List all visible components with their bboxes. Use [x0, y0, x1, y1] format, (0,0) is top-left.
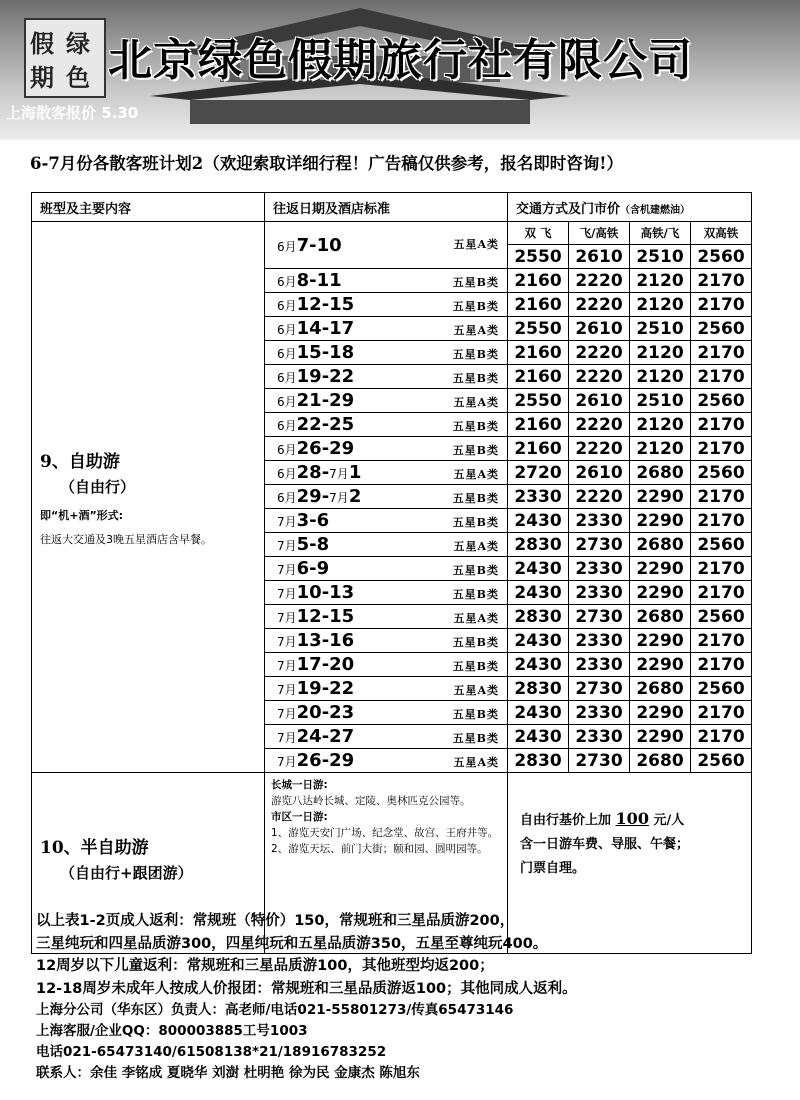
price-cell: 2220 [569, 341, 630, 365]
price-cell: 2160 [508, 269, 569, 293]
date-cell: 7月6-9 五星B类 [265, 557, 508, 581]
header-banner [0, 0, 800, 140]
date-cell: 6月22-25 五星B类 [265, 413, 508, 437]
date-cell: 6月12-15 五星B类 [265, 293, 508, 317]
price-cell: 2510 [630, 245, 691, 269]
price-header-dual-flight: 双 飞 [508, 222, 569, 245]
price-cell: 2560 [691, 461, 752, 485]
price-cell: 2330 [569, 629, 630, 653]
price-cell: 2330 [569, 509, 630, 533]
price-cell: 2290 [630, 557, 691, 581]
date-cell: 6月7-10 五星A类 [265, 222, 508, 269]
price-cell: 2730 [569, 605, 630, 629]
footer-info [36, 910, 796, 1084]
price-cell: 2170 [691, 581, 752, 605]
price-cell: 2330 [569, 581, 630, 605]
price-cell: 2170 [691, 701, 752, 725]
price-cell: 2610 [569, 389, 630, 413]
footer-line: 上海分公司（华东区）负责人：高老师/电话021-55801273/传真65473146 [36, 1002, 514, 1018]
date-cell: 7月5-8 五星A类 [265, 533, 508, 557]
price-cell: 2290 [630, 581, 691, 605]
plan-title: 6-7月份各散客班计划2（欢迎索取详细行程！广告稿仅供参考，报名即时咨询!） [30, 154, 624, 173]
date-cell: 6月26-29 五星B类 [265, 437, 508, 461]
tour10-sub: （自由行+跟团游） [60, 864, 193, 882]
date-cell: 7月10-13 五星B类 [265, 581, 508, 605]
date-cell: 6月28-7月1 五星A类 [265, 461, 508, 485]
tour10-note: 自由行基价上加 100 元/人 含一日游车费、导服、午餐； 门票自理。 [508, 773, 752, 954]
price-cell: 2290 [630, 725, 691, 749]
price-cell: 2430 [508, 629, 569, 653]
date-cell: 6月21-29 五星A类 [265, 389, 508, 413]
header-dates: 往返日期及酒店标准 [265, 193, 508, 222]
price-cell: 2680 [630, 533, 691, 557]
price-cell: 2330 [508, 485, 569, 509]
price-cell: 2170 [691, 485, 752, 509]
itin-greatwall-title: 长城一日游: [271, 779, 328, 791]
price-cell: 2220 [569, 269, 630, 293]
price-cell: 2160 [508, 341, 569, 365]
footer-line: 12-18周岁未成年人按成人价报团：常规班和三星品质游返100；其他同成人返利。 [36, 980, 577, 997]
date-cell: 7月19-22 五星A类 [265, 677, 508, 701]
price-cell: 2430 [508, 557, 569, 581]
price-cell: 2830 [508, 677, 569, 701]
price-cell: 2560 [691, 677, 752, 701]
price-cell: 2560 [691, 317, 752, 341]
price-cell: 2170 [691, 437, 752, 461]
price-cell: 2170 [691, 725, 752, 749]
price-table [31, 192, 752, 954]
date-cell: 7月20-23 五星B类 [265, 701, 508, 725]
price-cell: 2290 [630, 629, 691, 653]
price-cell: 2730 [569, 749, 630, 773]
price-cell: 2220 [569, 413, 630, 437]
header-transport: 交通方式及门市价（含机建燃油） [508, 193, 752, 222]
price-cell: 2120 [630, 365, 691, 389]
footer-line: 三星纯玩和四星品质游300，四星纯玩和五星品质游350，五星至尊纯玩400。 [36, 935, 548, 952]
price-cell: 2170 [691, 341, 752, 365]
tour9-form: 即“机+酒”形式: [40, 509, 124, 522]
price-cell: 2730 [569, 533, 630, 557]
price-cell: 2220 [569, 293, 630, 317]
itin-city-desc-1: 1、游览天安门广场、纪念堂、故宫、王府井等。 [271, 827, 499, 839]
price-cell: 2120 [630, 413, 691, 437]
price-cell: 2170 [691, 365, 752, 389]
date-cell: 7月26-29 五星A类 [265, 749, 508, 773]
price-cell: 2550 [508, 389, 569, 413]
tour9-cell [32, 222, 265, 773]
header-tour-type: 班型及主要内容 [32, 193, 265, 222]
price-cell: 2160 [508, 437, 569, 461]
price-cell: 2680 [630, 461, 691, 485]
price-cell: 2680 [630, 677, 691, 701]
price-cell: 2170 [691, 509, 752, 533]
price-cell: 2510 [630, 389, 691, 413]
itin-greatwall-desc: 游览八达岭长城、定陵、奥林匹克公园等。 [271, 795, 471, 807]
tour9-desc: 往返大交通及3晚五星酒店含早餐。 [40, 533, 212, 546]
price-cell: 2170 [691, 653, 752, 677]
price-cell: 2720 [508, 461, 569, 485]
price-cell: 2330 [569, 725, 630, 749]
price-cell: 2560 [691, 749, 752, 773]
tour9-name: 9、自助游 [40, 452, 120, 472]
price-cell: 2430 [508, 581, 569, 605]
price-cell: 2330 [569, 557, 630, 581]
price-cell: 2290 [630, 509, 691, 533]
price-cell: 2120 [630, 437, 691, 461]
date-cell: 7月13-16 五星B类 [265, 629, 508, 653]
price-cell: 2160 [508, 365, 569, 389]
date-cell: 6月15-18 五星B类 [265, 341, 508, 365]
price-cell: 2290 [630, 485, 691, 509]
tour10-name: 10、半自助游 [40, 838, 149, 858]
footer-line: 电话021-65473140/61508138*21/18916783252 [36, 1044, 387, 1060]
price-cell: 2170 [691, 629, 752, 653]
price-cell: 2170 [691, 557, 752, 581]
price-cell: 2160 [508, 413, 569, 437]
date-cell: 7月17-20 五星B类 [265, 653, 508, 677]
itin-city-desc-2: 2、游览天坛、前门大街；颐和园、圆明园等。 [271, 843, 488, 855]
footer-line: 上海客服/企业QQ：800003885工号1003 [36, 1023, 308, 1039]
price-cell: 2120 [630, 269, 691, 293]
price-cell: 2170 [691, 293, 752, 317]
itin-city-title: 市区一日游: [271, 811, 328, 823]
price-cell: 2680 [630, 605, 691, 629]
price-cell: 2170 [691, 413, 752, 437]
price-cell: 2560 [691, 245, 752, 269]
date-cell: 6月14-17 五星A类 [265, 317, 508, 341]
price-header-dual-rail: 双高铁 [691, 222, 752, 245]
price-subtitle: 上海散客报价 5.30 [6, 104, 139, 122]
company-name: 北京绿色假期旅行社有限公司 [108, 35, 693, 86]
price-cell: 2830 [508, 605, 569, 629]
price-cell: 2560 [691, 533, 752, 557]
price-cell: 2290 [630, 653, 691, 677]
price-header-fly-rail: 飞/高铁 [569, 222, 630, 245]
footer-line: 12周岁以下儿童返利：常规班和三星品质游100，其他班型均返200； [36, 958, 494, 974]
price-cell: 2430 [508, 653, 569, 677]
price-cell: 2560 [691, 389, 752, 413]
price-cell: 2550 [508, 317, 569, 341]
price-cell: 2220 [569, 485, 630, 509]
price-cell: 2610 [569, 317, 630, 341]
price-cell: 2170 [691, 269, 752, 293]
price-cell: 2430 [508, 725, 569, 749]
price-cell: 2120 [630, 293, 691, 317]
price-cell: 2830 [508, 533, 569, 557]
price-cell: 2610 [569, 245, 630, 269]
price-cell: 2330 [569, 701, 630, 725]
price-cell: 2160 [508, 293, 569, 317]
price-cell: 2430 [508, 509, 569, 533]
price-cell: 2610 [569, 461, 630, 485]
price-cell: 2680 [630, 749, 691, 773]
price-cell: 2290 [630, 701, 691, 725]
date-cell: 6月29-7月2 五星B类 [265, 485, 508, 509]
tour9-sub: （自由行） [60, 478, 136, 496]
price-cell: 2730 [569, 677, 630, 701]
price-cell: 2220 [569, 437, 630, 461]
price-header-rail-fly: 高铁/飞 [630, 222, 691, 245]
price-cell: 2550 [508, 245, 569, 269]
price-cell: 2510 [630, 317, 691, 341]
footer-line: 以上表1-2页成人返利：常规班（特价）150，常规班和三星品质游200， [36, 913, 515, 929]
date-cell: 7月24-27 五星B类 [265, 725, 508, 749]
price-cell: 2220 [569, 365, 630, 389]
price-cell: 2330 [569, 653, 630, 677]
price-cell: 2830 [508, 749, 569, 773]
date-cell: 7月12-15 五星A类 [265, 605, 508, 629]
price-cell: 2560 [691, 605, 752, 629]
date-cell: 7月3-6 五星B类 [265, 509, 508, 533]
date-cell: 6月8-11 五星B类 [265, 269, 508, 293]
price-cell: 2120 [630, 341, 691, 365]
footer-line: 联系人：余佳 李铭成 夏晓华 刘澍 杜明艳 徐为民 金康杰 陈旭东 [36, 1065, 420, 1081]
company-logo: 假 绿 期 色 [24, 18, 106, 98]
date-cell: 6月19-22 五星B类 [265, 365, 508, 389]
price-cell: 2430 [508, 701, 569, 725]
